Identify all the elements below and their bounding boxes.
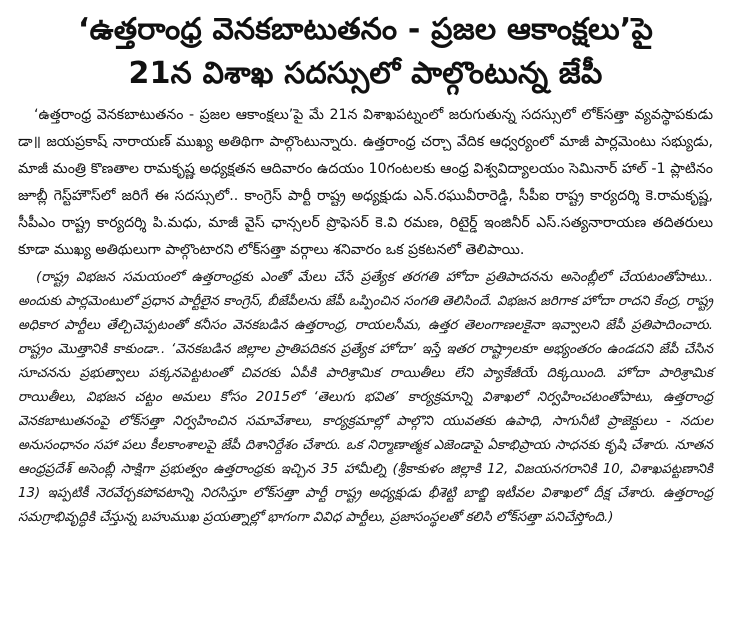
background-note-paragraph: (రాష్ట్ర విభజన సమయంలో ఉత్తరాంధ్రకు ఎంతో మేలు చేసే ప్రత్యేక తరగతి హోదా ప్రతిపాదనను అసెంబ్లీలో చేయటంతోపాటు.. అందుకు పార్లమెంటులో ప్రధాన పార్టీలైన కాంగ్రెస్, బీజేపీలను జేపీ ఒప్పించిన సంగతి తెలిసిందే. విభజన జరిగాక హోదా రాదని కేంద్ర, రాష్ట్ర అధికార పార్టీలు తేల్చిచెప్పటంతో కనీసం వెనకబడిన ఉత్తరాంధ్ర, రాయలసీమ, ఉత్తర తెలంగాణలకైనా ఇవ్వాలని జేపీ ప్రతిపాదించారు. రాష్ట్రం మొత్తానికి కాకుండా.. ‘వెనకబడిన జిల్లాల ప్రాతిపదికన ప్రత్యేక హోదా’ ఇస్తే ఇతర రాష్ట్రాలకూ అభ్యంతరం ఉండదని జేపీ చేసిన సూచనను ప్రభుత్వాలు పక్కనపెట్టటంతో చివరకు ఏపీకి పారిశ్రామిక రాయితీలు లేని ప్యాకేజీయే దిక్కయింది. హోదా పారిశ్రామిక రాయితీలు, విభజన చట్టం అమలు కోసం 2015లో ‘తెలుగు భవిత’ కార్యక్రమాన్ని విశాఖలో నిర్వహించటంతోపాటు, ఉత్తరాంధ్ర వెనకబాటుతనంపై లోక్‌సత్తా నిర్వహించిన సమావేశాలు, కార్యక్రమాల్లో పాల్గొని యువతకు ఉపాధి, సాగునీటి ప్రాజెక్టులు - నదుల అనుసంధానం సహా పలు కీలకాంశాలపై జేపీ దిశానిర్దేశం చేశారు. ఒక నిర్మాణాత్మక ఎజెండాపై ఏకాభిప్రాయ సాధనకు కృషి చేశారు. నూతన ఆంధ్రప్రదేశ్ అసెంబ్లీ సాక్షిగా ప్రభుత్వం ఉత్తరాంధ్రకు ఇచ్చిన 35 హామీల్ని (శ్రీకాకుళం జిల్లాకి 12, విజయనగరానికి 10, విశాఖపట్టణానికి 13) ఇప్పటికీ నెరవేర్చకపోవటాన్ని నిరసిస్తూ లోక్‌సత్తా పార్టీ రాష్ట్ర అధ్యక్షుడు భీశెట్టి బాబ్జి ఇటీవల విశాఖలో దీక్ష చేశారు. ఉత్తరాంధ్ర సమగ్రాభివృద్ధికి చేస్తున్న బహుముఖ ప్రయత్నాల్లో భాగంగా వివిధ పార్టీలు, ప్రజాసంస్థలతో కలిసి లోక్‌సత్తా పనిచేస్తోంది.) <box>18 270 713 525</box>
article-headline <box>18 8 713 96</box>
headline-line-1: ‘ఉత్తరాంధ్ర వెనకబాటుతనం - ప్రజల ఆకాంక్షలు’పై <box>77 12 654 47</box>
lead-paragraph: ‘ఉత్తరాంధ్ర వెనకబాటుతనం - ప్రజల ఆకాంక్షలు’పై మే 21న విశాఖపట్నంలో జరుగుతున్న సదస్సులో లోక్‌సత్తా వ్యవస్థాపకుడు డా॥ జయప్రకాష్ నారాయణ్ ముఖ్య అతిథిగా పాల్గొంటున్నారు. ఉత్తరాంధ్ర చర్చా వేదిక ఆధ్వర్యంలో మాజీ పార్లమెంటు సభ్యుడు, మాజీ మంత్రి కొణతాల రామకృష్ణ అధ్యక్షతన ఆదివారం ఉదయం 10గంటలకు ఆంధ్ర విశ్వవిద్యాలయం సెమినార్ హాల్ -1 ప్లాటినం జూబ్లీ గెస్ట్‌హౌస్‌లో జరిగే ఈ సదస్సులో.. కాంగ్రెస్ పార్టీ రాష్ట్ర అధ్యక్షుడు ఎన్.రఘువీరారెడ్డి, సీపీఐ రాష్ట్ర కార్యదర్శి కె.రామకృష్ణ, సీపీఎం రాష్ట్ర కార్యదర్శి పి.మధు, మాజీ వైస్ ఛాన్సలర్ ప్రొఫెసర్ కె.వి రమణ, రిటైర్డ్ ఇంజినీర్ ఎస్.సత్యనారాయణ తదితరులు కూడా ముఖ్య అతిథులుగా పాల్గొంటారని లోక్‌సత్తా వర్గాలు శనివారం ఒక ప్రకటనలో తెలిపాయి. <box>18 107 713 258</box>
headline-line-2: 21న విశాఖ సదస్సులో పాల్గొంటున్న జేపీ <box>128 56 603 91</box>
